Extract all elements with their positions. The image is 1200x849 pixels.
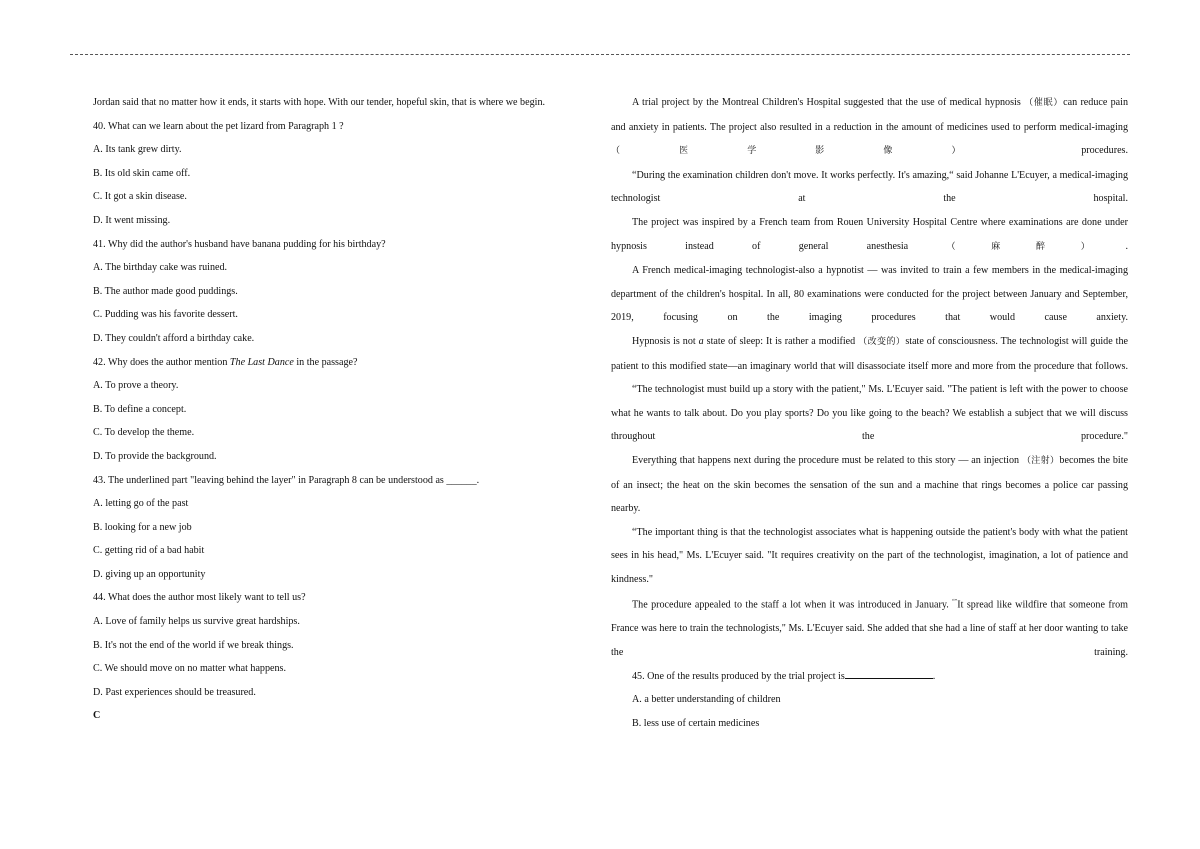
q42-before: 42. Why does the author mention (93, 356, 230, 368)
p1-text-b: can reduce pain and anxiety in patients. The project also resulted in a reduction in the amount of medicines used to perform medical-imaging (611, 97, 1129, 133)
p5-text-a: Hypnosis is not (632, 335, 699, 347)
question-45 (611, 665, 1128, 689)
question-42 (93, 351, 583, 375)
q42-after: in the passage? (293, 356, 358, 368)
question-41: 41. Why did the author's husband have banana pudding for his birthday? (93, 238, 386, 250)
header-rule (70, 54, 1130, 55)
option-line: D. They couldn't afford a birthday cake. (93, 332, 255, 344)
option-line: B. To define a concept. (93, 403, 187, 415)
paragraph-5 (611, 330, 1128, 378)
paragraph-7 (611, 449, 1128, 521)
option-line: A. letting go of the past (93, 498, 189, 510)
p1-gloss-2: （医学影像） (611, 146, 1020, 157)
option-line: C. It got a skin disease. (93, 191, 187, 203)
option-line: B. Its old skin came off. (93, 167, 191, 179)
option-line: B. looking for a new job (93, 521, 192, 533)
option-line: B. It's not the end of the world if we break things. (93, 639, 294, 651)
option-line: D. To provide the background. (93, 450, 217, 462)
p3-text-b: . (1125, 240, 1128, 252)
paragraph-2: “During the examination children don't move. It works perfectly. It's amazing,“ said Johanne L'Ecuyer, a medical-imaging technologist at the hospital. (611, 169, 1128, 205)
left-column (93, 91, 583, 728)
option-line: A. The birthday cake was ruined. (93, 262, 228, 274)
option-line: B. The author made good puddings. (93, 285, 238, 297)
p5-text-b: state of sleep: It is rather a modified (703, 335, 859, 347)
paragraph-6: “The technologist must build up a story with the patient," Ms. L'Ecuyer said. "The patient is left with the power to choose what he wants to talk about. Do you play sports? Do you like going to the beach? We establish a subject that we will discuss throughout the procedure." (611, 384, 1128, 443)
p1-gloss-1: （催眠） (1024, 98, 1064, 108)
p7-text-a: Everything that happens next during the procedure must be related to this story — an injection (632, 454, 1022, 466)
p9-quote-mark: “" (952, 599, 958, 606)
question-44: 44. What does the author most likely want to tell us? (93, 592, 306, 604)
option-line: A. a better understanding of children (632, 694, 781, 706)
q45-text: 45. One of the results produced by the trial project is (632, 670, 845, 682)
option-line: D. It went missing. (93, 214, 171, 226)
right-column (611, 91, 1128, 735)
option-line: C. To develop the theme. (93, 427, 195, 439)
p9-text-b: It spread like wildfire that someone from France was here to train the technologists," Ms. L'Ecuyer said. She added that she had a line of staff at her door wanting to take the training. (611, 599, 1128, 659)
text-line: Jordan said that no matter how it ends, it starts with hope. With our tender, hopeful skin, that is where we begin. (93, 97, 546, 108)
option-line: A. Its tank grew dirty. (93, 144, 182, 156)
p7-gloss: （注射） (1021, 455, 1060, 466)
p1-text-c: procedures. (1019, 145, 1128, 157)
answer-blank (845, 669, 933, 679)
p5-emphasis: a (698, 335, 704, 347)
option-line: A. Love of family helps us survive great hardships. (93, 616, 300, 628)
q42-title: The Last Dance (229, 356, 294, 368)
paragraph-1 (611, 91, 1128, 164)
p5-text-c: state of consciousness. The technologist will guide the patient to this modified state—an imaginary world that will disassociate itself more and more from the procedure that follows. (611, 335, 1128, 372)
p5-gloss: （改变的） (858, 336, 906, 347)
paragraph-8: “The important thing is that the technologist associates what is happening outside the patient's body with what the patient sees in his head," Ms. L'Ecuyer said. "It requires creativity on the part of the technologist, imagination, a lot of patience and kindness." (611, 526, 1128, 585)
option-line: C. We should move on no matter what happens. (93, 663, 286, 675)
p3-gloss: （麻醉） (946, 241, 1126, 252)
p1-text-a: A trial project by the Montreal Children's Hospital suggested that the use of medical hypnosis (632, 97, 1025, 108)
question-43: 43. The underlined part "leaving behind the layer" in Paragraph 8 can be understood as ______. (93, 474, 480, 486)
p9-text-a: The procedure appealed to the staff a lot when it was introduced in January. (632, 599, 953, 611)
paragraph-4: A French medical-imaging technologist-also a hypnotist — was invited to train a few members in the medical-imaging department of the children's hospital. In all, 80 examinations were conducted for the project between January and September, 2019, focusing on the imaging procedures that would cause anxiety. (611, 265, 1128, 324)
section-heading: C (93, 710, 101, 722)
p3-text-a: The project was inspired by a French team from Rouen University Hospital Centre where examinations are done under hypnosis instead of general anesthesia (611, 216, 1128, 252)
option-line: C. getting rid of a bad habit (93, 545, 205, 557)
option-line: C. Pudding was his favorite dessert. (93, 309, 238, 321)
option-line: B. less use of certain medicines (632, 717, 760, 729)
question-40: 40. What can we learn about the pet lizard from Paragraph 1 ? (93, 120, 344, 132)
paragraph-9 (611, 591, 1128, 664)
option-line: A. To prove a theory. (93, 380, 179, 392)
paragraph-3 (611, 211, 1128, 259)
option-line: D. giving up an opportunity (93, 568, 206, 580)
q45-end: . (932, 670, 936, 682)
option-line: D. Past experiences should be treasured. (93, 686, 256, 698)
p7-text-b: becomes the bite of an insect; the heat on the skin becomes the sensation of the sun and a machine that rings becomes a police car passing nearby. (611, 454, 1128, 515)
